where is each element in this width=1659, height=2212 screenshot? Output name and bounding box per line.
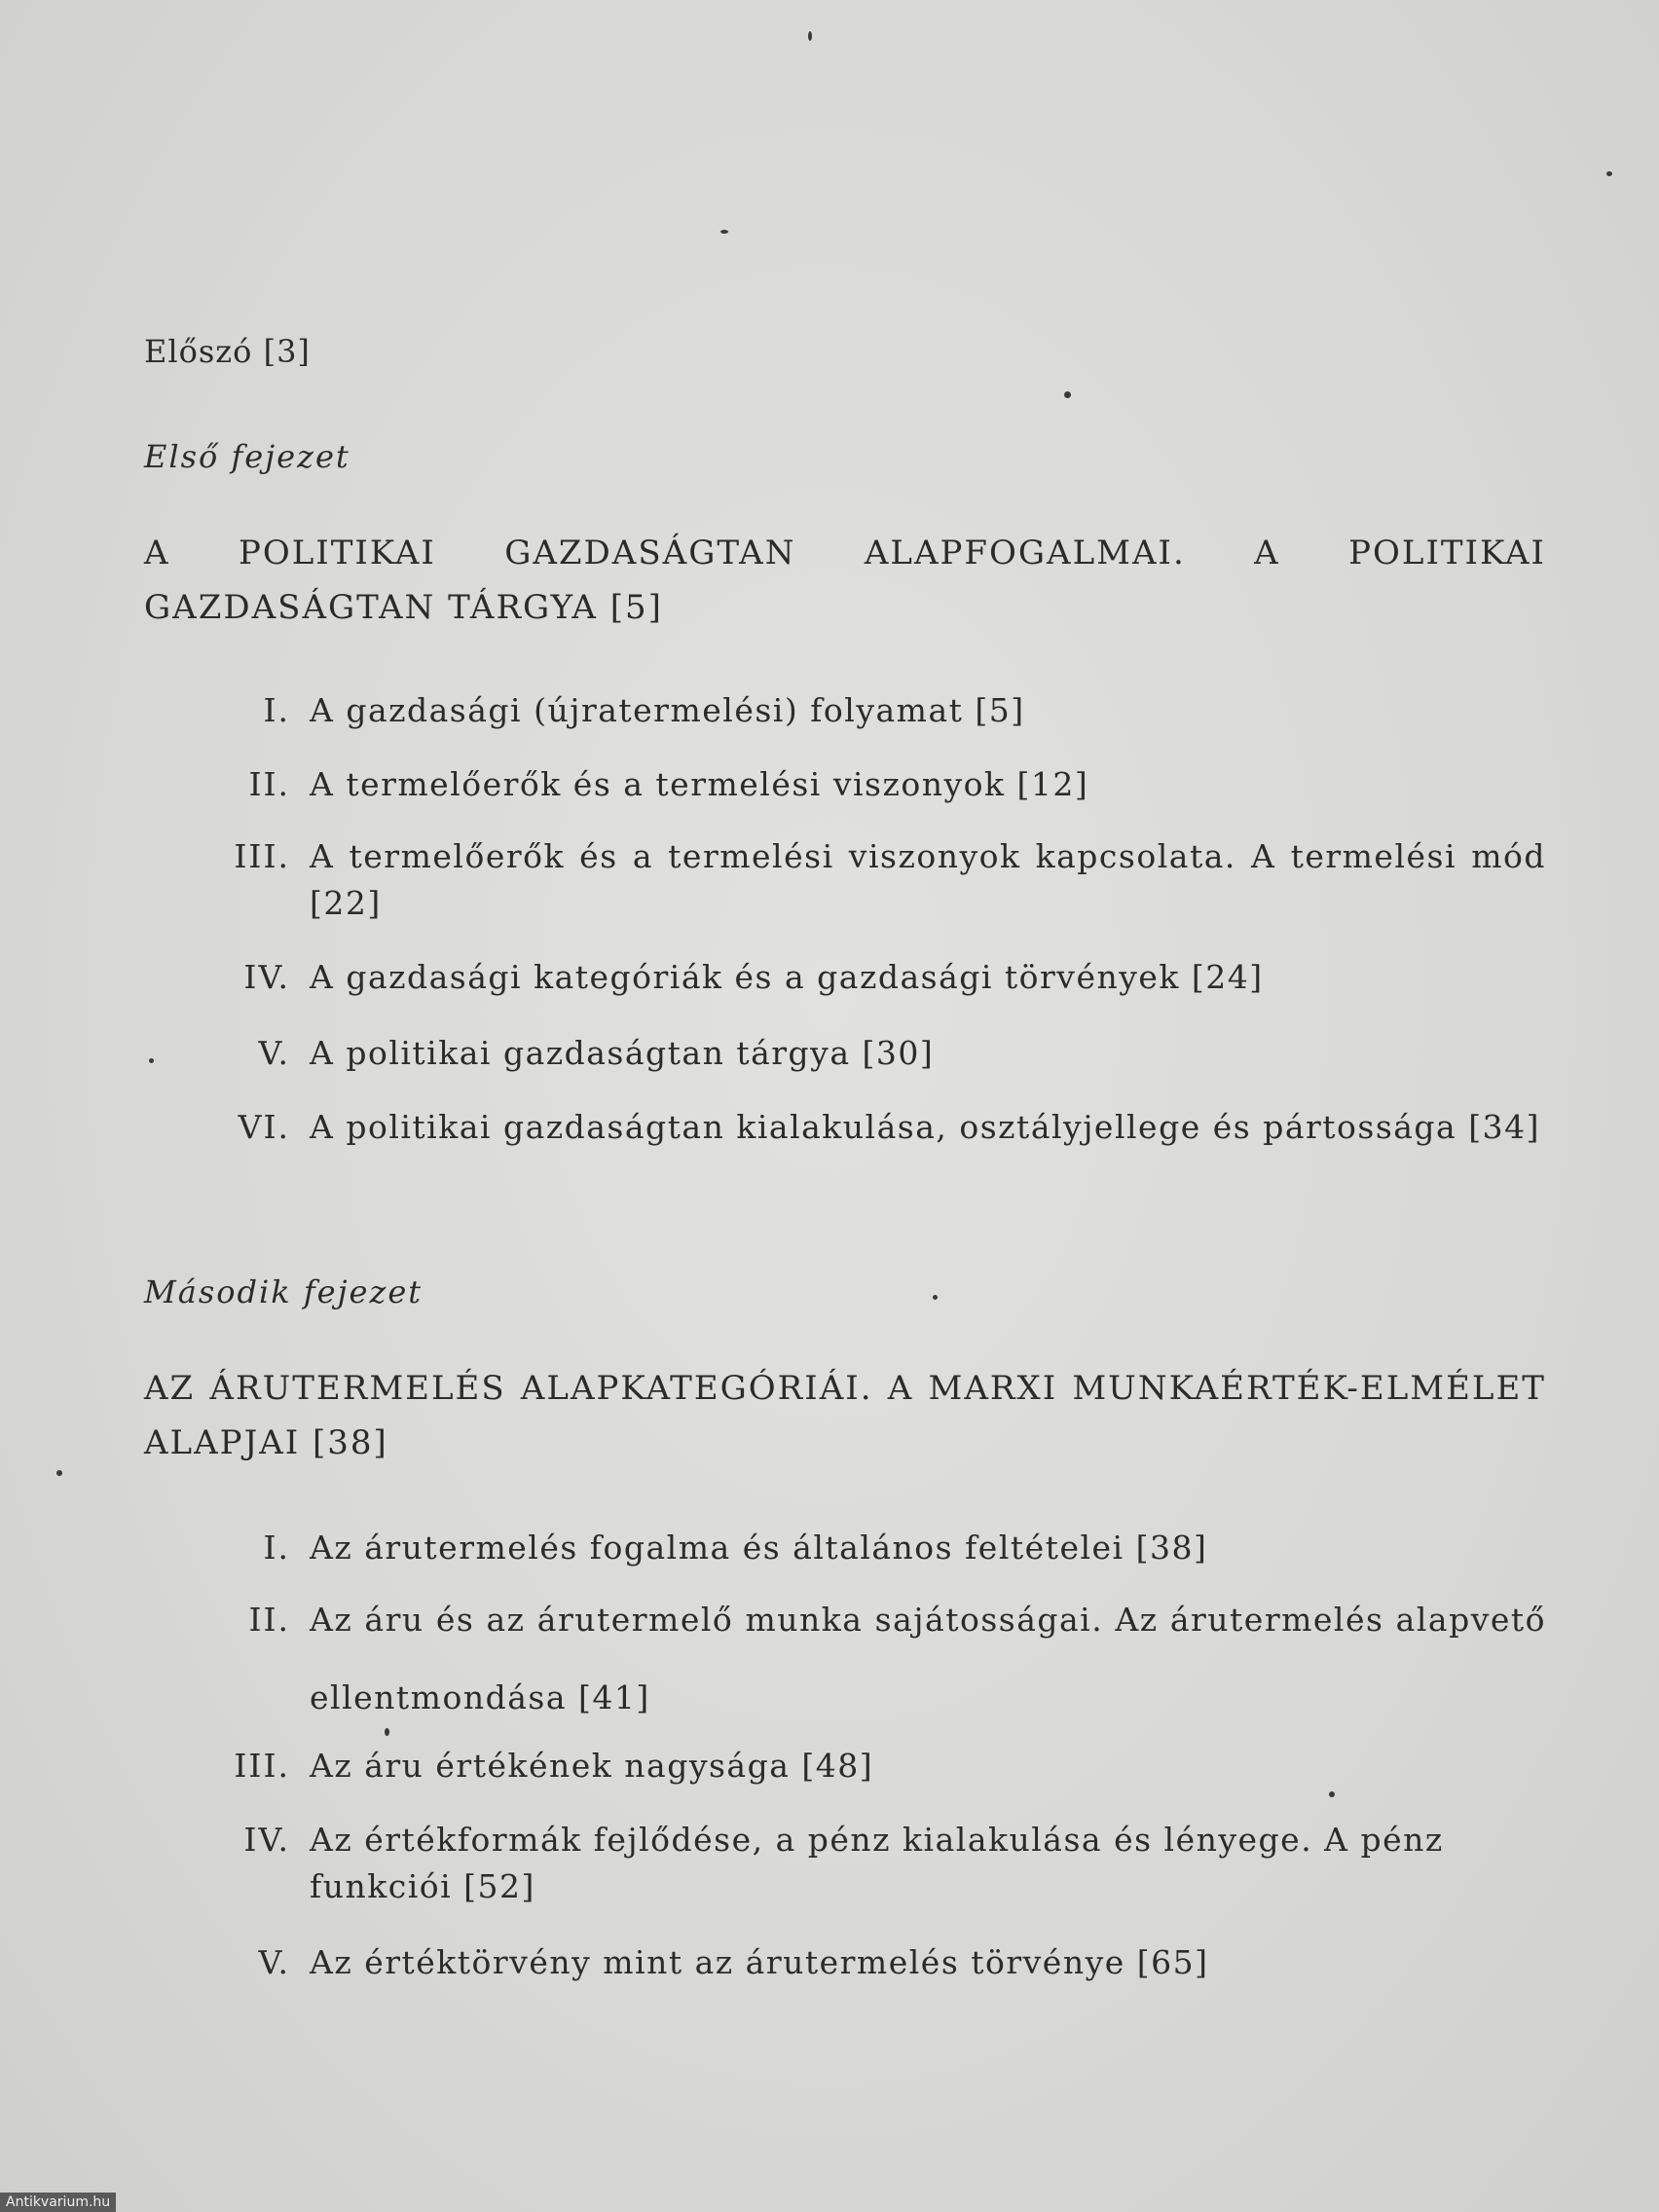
section-title: Az áru értékének nagysága [48] [310, 1747, 874, 1785]
dust-speck [1064, 391, 1071, 398]
dust-speck [1606, 171, 1612, 176]
section-number: VI. [238, 1108, 290, 1146]
section-number: IV. [243, 958, 290, 996]
preface-entry: Előszó [3] [144, 333, 311, 370]
section-number: III. [234, 1747, 290, 1785]
section-title: A gazdasági (újratermelési) folyamat [5] [310, 691, 1025, 729]
section-number: V. [258, 1943, 290, 1981]
chapter-2-title: AZ ÁRUTERMELÉS ALAPKATEGÓRIÁI. A MARXI MUNKAÉRTÉK-ELMÉLET ALAPJAI [38] [144, 1369, 1546, 1462]
chapter-2-label: Második fejezet [144, 1273, 424, 1310]
section-title: A termelőerők és a termelési viszonyok kapcsolata. A termelési mód [22] [310, 837, 1546, 922]
section-number: III. [234, 837, 290, 875]
section-title: Az értéktörvény mint az árutermelés törvénye [65] [310, 1943, 1209, 1981]
chapter-1-title: A POLITIKAI GAZDASÁGTAN ALAPFOGALMAI. A POLITIKAI GAZDASÁGTAN TÁRGYA [5] [144, 534, 1546, 627]
section-title: Az áru és az árutermelő munka sajátosságai. Az árutermelés alapvető ellentmondása [41] [310, 1601, 1546, 1716]
section-title: A politikai gazdaságtan kialakulása, osztályjellege és pártossága [34] [310, 1108, 1540, 1146]
dust-speck [720, 230, 728, 234]
section-number: I. [263, 1529, 290, 1567]
dust-speck [1329, 1791, 1335, 1797]
section-number: IV. [243, 1821, 290, 1859]
section-title: Az értékformák fejlődése, a pénz kialakulása és lényege. A pénz funkciói [52] [310, 1821, 1444, 1905]
section-title: A gazdasági kategóriák és a gazdasági törvények [24] [310, 958, 1264, 996]
section-number: I. [263, 691, 290, 729]
section-title: Az árutermelés fogalma és általános feltételei [38] [310, 1529, 1208, 1567]
section-number: II. [248, 1601, 290, 1639]
watermark-label: Antikvarium.hu [0, 2193, 116, 2212]
section-title: A termelőerők és a termelési viszonyok [12] [310, 765, 1089, 803]
section-number: V. [258, 1034, 290, 1072]
section-number: II. [248, 765, 290, 803]
chapter-1-label: Első fejezet [144, 438, 350, 475]
section-title: A politikai gazdaságtan tárgya [30] [310, 1034, 935, 1072]
dust-speck [808, 31, 812, 41]
dust-speck [933, 1295, 938, 1300]
dust-speck [56, 1470, 62, 1476]
